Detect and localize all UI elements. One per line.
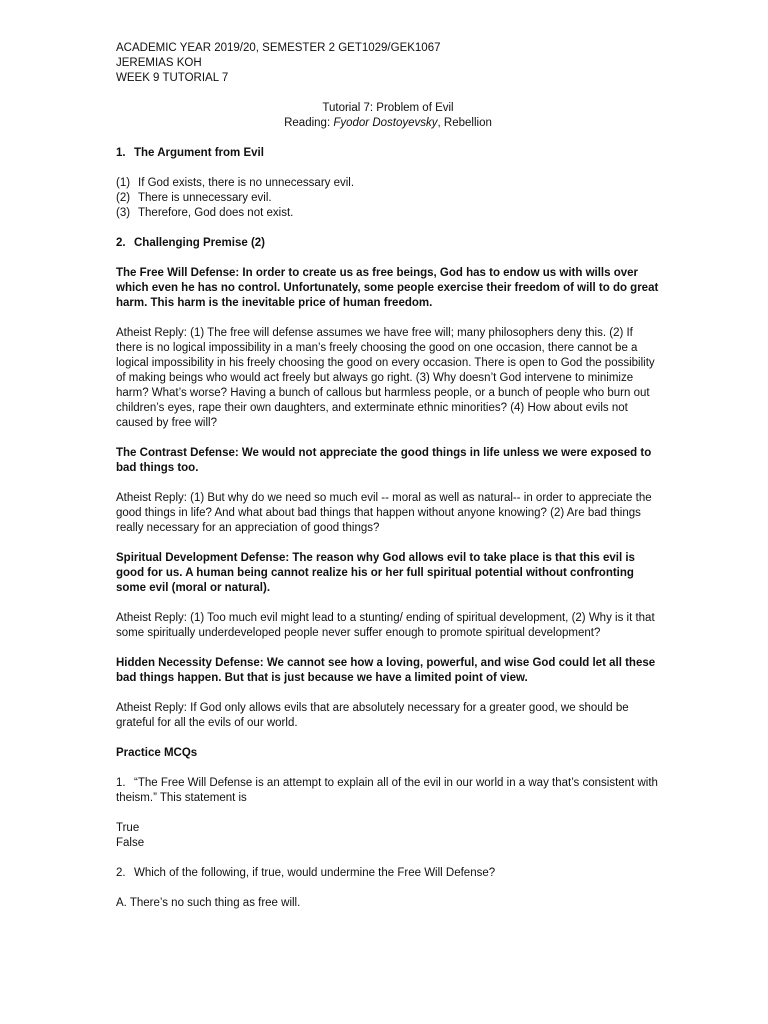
tutorial-title-block [116,101,660,131]
spiritual-atheist-reply: Atheist Reply: (1) Too much evil might lead to a stunting/ ending of spiritual development, (2) Why is it that some spiritually underdeveloped people never suffer enough to promote spiritual development? [116,612,655,639]
answer-option-a: A. There’s no such thing as free will. [116,897,301,909]
mcq-question-2-options [116,896,660,911]
premise-number: (1) [116,177,131,189]
premise-number: (3) [116,207,131,219]
question-number: 2. [116,867,126,879]
practice-mcqs-heading: Practice MCQs [116,747,198,759]
header-tutor-name: JEREMIAS KOH [116,57,202,69]
mcq-question-2 [116,866,660,881]
reading-line [116,116,660,131]
header-week-line: WEEK 9 TUTORIAL 7 [116,72,229,84]
hidden-necessity-defense: Hidden Necessity Defense: We cannot see how a loving, powerful, and wise God could let all these bad things happen. But that is just because we have a limited point of view. [116,657,656,684]
premise-item [116,176,660,191]
free-will-atheist-reply: Atheist Reply: (1) The free will defense assumes we have free will; many philosophers deny this. (2) If there is no logical impossibility in a man’s freely choosing the good on one occasion, there cannot be a logical impossibility in his freely choosing the good on every occasion. There is open to God the possibility of making beings who would act freely but always go right. (3) Why doesn’t God intervene to minimize harm? What’s worse? Having a bunch of callous but harmless people, or a bunch of people who burn out children’s eyes, rape their own daughters, and exterminate ethnic minorities? (4) How about evils not caused by free will? [116,327,655,429]
section-2-number: 2. [116,237,126,249]
document-header [116,41,660,86]
reading-author: Fyodor Dostoyevsky [333,117,438,129]
answer-option-true: True [116,822,140,834]
spiritual-development-defense: Spiritual Development Defense: The reason why God allows evil to take place is that this evil is good for us. A human being cannot realize his or her full spiritual potential without confronting some evil (moral or natural). [116,552,635,594]
argument-premises [116,176,660,221]
question-number: 1. [116,777,126,789]
section-1-heading [116,146,660,161]
free-will-defense: The Free Will Defense: In order to create us as free beings, God has to endow us with wills over which even he has no control. Unfortunately, some people exercise their freedom of will to do great harm. This harm is the inevitable price of human freedom. [116,267,659,309]
contrast-defense: The Contrast Defense: We would not appreciate the good things in life unless we were exposed to bad things too. [116,447,652,474]
mcq-question-1-options [116,821,660,851]
section-2-heading [116,236,660,251]
premise-text: If God exists, there is no unnecessary evil. [138,177,355,189]
reading-suffix: , Rebellion [437,117,492,129]
hidden-necessity-atheist-reply: Atheist Reply: If God only allows evils that are absolutely necessary for a greater good, we should be grateful for all the evils of our world. [116,702,629,729]
premise-number: (2) [116,192,131,204]
premise-item [116,206,660,221]
contrast-atheist-reply: Atheist Reply: (1) But why do we need so much evil -- moral as well as natural-- in order to appreciate the good things in life? And what about bad things that happen without anyone knowing? (2) Are bad things really necessary for an appreciation of good things? [116,492,652,534]
premise-text: There is unnecessary evil. [138,192,272,204]
section-1-title: The Argument from Evil [134,147,264,159]
answer-option-false: False [116,837,145,849]
premise-text: Therefore, God does not exist. [138,207,294,219]
section-1-number: 1. [116,147,126,159]
reading-prefix: Reading: [284,117,334,129]
mcq-question-1 [116,776,660,806]
section-2-title: Challenging Premise (2) [134,237,266,249]
tutorial-title: Tutorial 7: Problem of Evil [322,102,454,114]
question-text: Which of the following, if true, would undermine the Free Will Defense? [134,867,496,879]
premise-item [116,191,660,206]
question-text: “The Free Will Defense is an attempt to explain all of the evil in our world in a way that’s consistent with theism.” This statement is [116,777,658,804]
header-course-line: ACADEMIC YEAR 2019/20, SEMESTER 2 GET1029/GEK1067 [116,42,441,54]
